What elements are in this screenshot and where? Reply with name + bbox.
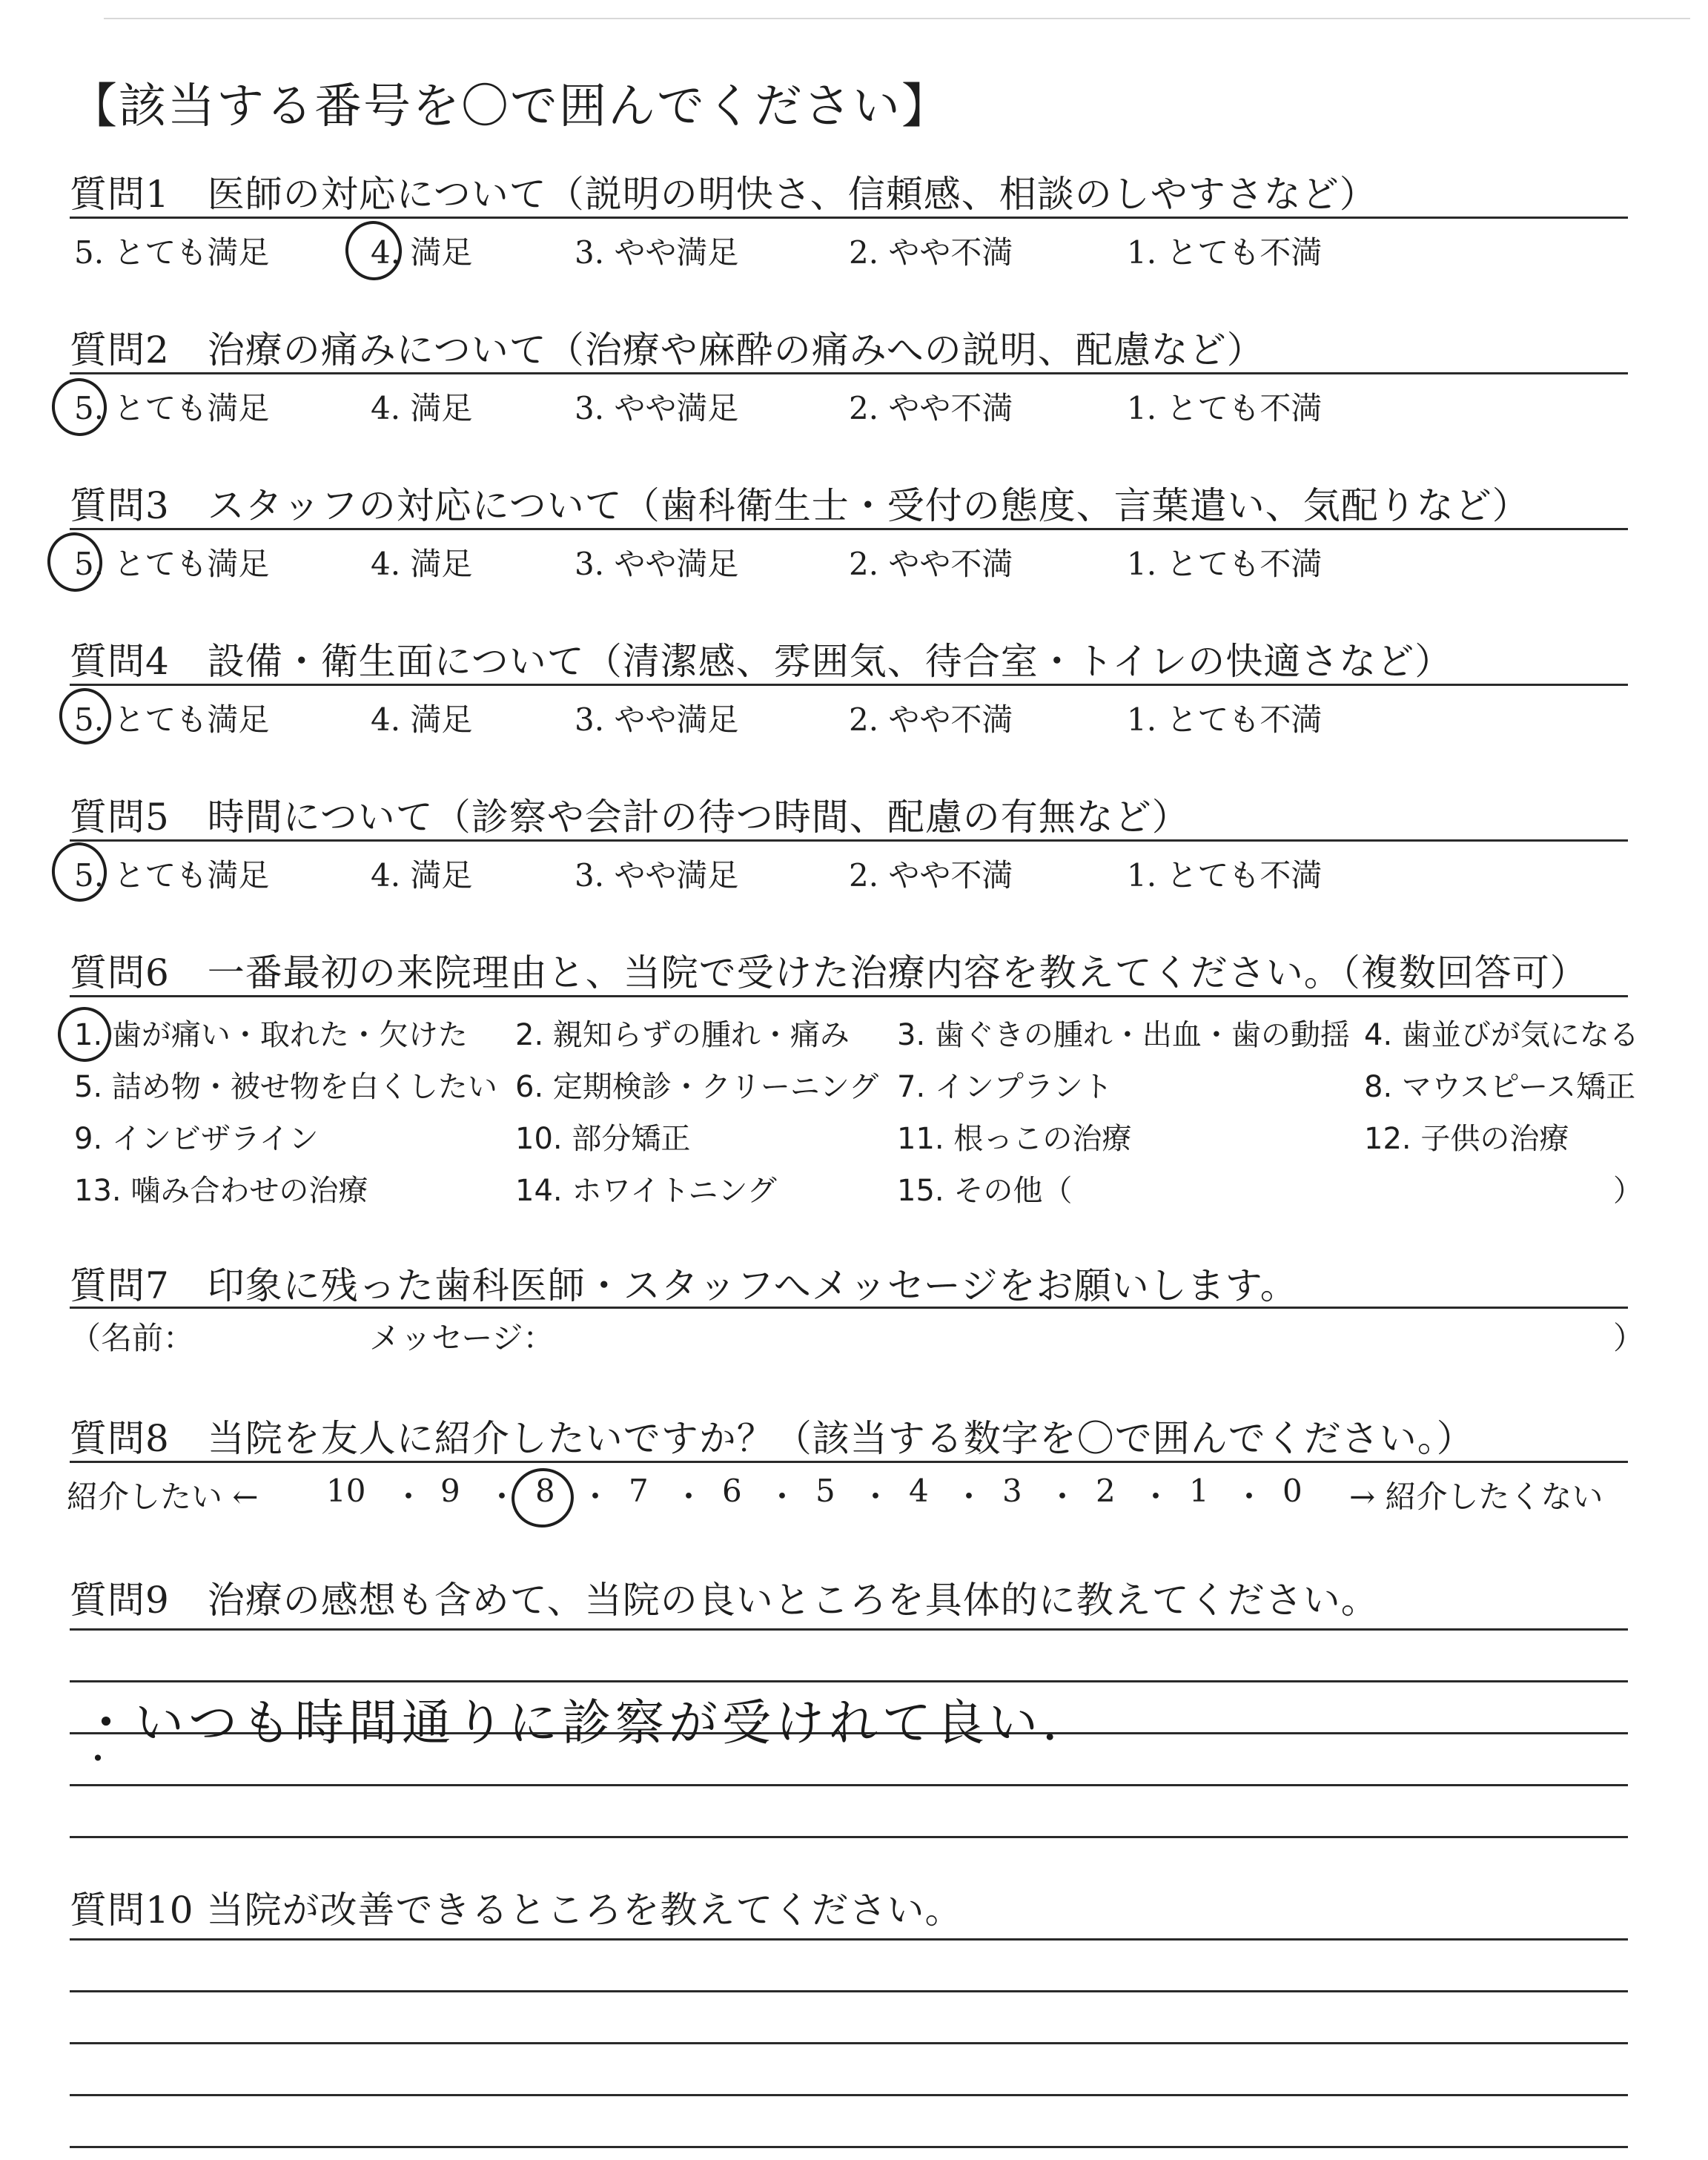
q4-option-5[interactable]: 5. とても満足: [74, 701, 270, 738]
q5-option-4[interactable]: 4. 満足: [371, 857, 473, 894]
scan-top-edge: [104, 18, 1690, 19]
q4-option-2[interactable]: 2. やや不満: [849, 701, 1013, 738]
q8-sep: ・: [580, 1479, 612, 1515]
q8-selection-circle: [507, 1463, 579, 1532]
q7-message-label: メッセージ：: [369, 1320, 555, 1356]
q5-option-3[interactable]: 3. やや満足: [575, 857, 739, 894]
question-2-label: 質問2 治療の痛みについて（治療や麻酔の痛みへの説明、配慮など）: [70, 328, 1265, 371]
q10-line-3: [70, 2042, 1628, 2044]
q8-sep: ・: [673, 1479, 705, 1515]
q6-option-10[interactable]: 10. 部分矯正: [515, 1122, 691, 1156]
question-9-label: 質問9 治療の感想も含めて、当院の良いところを具体的に教えてください。: [70, 1579, 1379, 1622]
q9-line-2: [70, 1680, 1628, 1682]
q6-option-8[interactable]: 8. マウスピース矯正: [1364, 1070, 1636, 1104]
q8-left-label: 紹介したい ←: [67, 1479, 259, 1515]
q9-line-4: [70, 1784, 1628, 1786]
q1-option-3[interactable]: 3. やや満足: [575, 234, 739, 271]
q2-option-4[interactable]: 4. 満足: [371, 390, 473, 426]
q6-option-7[interactable]: 7. インプラント: [897, 1070, 1113, 1104]
q8-sep: ・: [1140, 1479, 1172, 1515]
question-5-rule: [70, 839, 1628, 842]
q10-line-2: [70, 1990, 1628, 1992]
q10-line-4: [70, 2094, 1628, 2096]
q8-scale-1[interactable]: 1: [1189, 1473, 1209, 1509]
q8-scale-3[interactable]: 3: [1002, 1473, 1022, 1509]
question-3-label: 質問3 スタッフの対応について（歯科衛生士・受付の態度、言葉遣い、気配りなど）: [70, 484, 1530, 527]
question-1-rule: [70, 217, 1628, 219]
q8-scale-2[interactable]: 2: [1096, 1473, 1116, 1509]
q8-scale-5[interactable]: 5: [815, 1473, 835, 1509]
q8-sep: ・: [1047, 1479, 1079, 1515]
q8-sep: ・: [953, 1479, 985, 1515]
q8-scale-10[interactable]: 10: [326, 1473, 366, 1509]
q8-sep: ・: [393, 1479, 425, 1515]
q3-option-3[interactable]: 3. やや満足: [575, 546, 739, 582]
q2-option-1[interactable]: 1. とても不満: [1127, 390, 1323, 426]
q8-scale-0[interactable]: 0: [1282, 1473, 1302, 1509]
q5-option-5[interactable]: 5. とても満足: [74, 857, 270, 894]
q8-sep: ・: [486, 1479, 518, 1515]
q6-option-4[interactable]: 4. 歯並びが気になる: [1364, 1018, 1639, 1052]
q2-option-2[interactable]: 2. やや不満: [849, 390, 1013, 426]
question-8-rule: [70, 1461, 1628, 1463]
q4-option-1[interactable]: 1. とても不満: [1127, 701, 1323, 738]
q8-right-label: → 紹介したくない: [1349, 1479, 1603, 1515]
question-1-label: 質問1 医師の対応について（説明の明快さ、信頼感、相談のしやすさなど）: [70, 173, 1377, 216]
q6-option-12[interactable]: 12. 子供の治療: [1364, 1122, 1569, 1156]
question-2-rule: [70, 372, 1628, 374]
q8-scale-6[interactable]: 6: [722, 1473, 742, 1509]
q6-option-2[interactable]: 2. 親知らずの腫れ・痛み: [515, 1018, 850, 1052]
q3-option-5[interactable]: 5. とても満足: [74, 546, 270, 582]
q1-option-1[interactable]: 1. とても不満: [1127, 234, 1323, 271]
q6-option-5[interactable]: 5. 詰め物・被せ物を白くしたい: [74, 1070, 497, 1104]
q6-option-1[interactable]: 1. 歯が痛い・取れた・欠けた: [74, 1018, 468, 1052]
q7-close-paren: ）: [1613, 1320, 1645, 1356]
q6-option-14[interactable]: 14. ホワイトニング: [515, 1174, 777, 1208]
q6-option-3[interactable]: 3. 歯ぐきの腫れ・出血・歯の動揺: [897, 1018, 1350, 1052]
question-6-rule: [70, 995, 1628, 997]
q3-option-2[interactable]: 2. やや不満: [849, 546, 1013, 582]
q6-option-13[interactable]: 13. 噛み合わせの治療: [74, 1174, 368, 1208]
q9-handwritten-bullet: ・: [82, 1740, 119, 1778]
q8-sep: ・: [860, 1479, 892, 1515]
q2-option-5[interactable]: 5. とても満足: [74, 390, 270, 426]
question-6-label: 質問6 一番最初の来院理由と、当院で受けた治療内容を教えてください。（複数回答可）: [70, 951, 1588, 994]
question-5-label: 質問5 時間について（診察や会計の待つ時間、配慮の有無など）: [70, 796, 1190, 839]
q8-scale-4[interactable]: 4: [909, 1473, 929, 1509]
question-7-rule: [70, 1307, 1628, 1309]
q1-option-4[interactable]: 4. 満足: [371, 234, 473, 271]
q9-handwritten-answer: ・いつも時間通りに診察が受けれて良い．: [82, 1694, 1096, 1751]
question-3-rule: [70, 528, 1628, 530]
q4-option-3[interactable]: 3. やや満足: [575, 701, 739, 738]
q6-option-11[interactable]: 11. 根っこの治療: [897, 1122, 1132, 1156]
question-10-label: 質問10 当院が改善できるところを教えてください。: [70, 1889, 963, 1932]
q5-option-2[interactable]: 2. やや不満: [849, 857, 1013, 894]
q4-option-4[interactable]: 4. 満足: [371, 701, 473, 738]
q7-name-label: （名前：: [70, 1320, 195, 1356]
question-8-label: 質問8 当院を友人に紹介したいですか？（該当する数字を〇で囲んでください。）: [70, 1417, 1474, 1460]
q6-option-15[interactable]: 15. その他（: [897, 1174, 1073, 1208]
q3-option-1[interactable]: 1. とても不満: [1127, 546, 1323, 582]
question-4-label: 質問4 設備・衛生面について（清潔感、雰囲気、待合室・トイレの快適さなど）: [70, 640, 1453, 683]
q8-sep: ・: [1234, 1479, 1265, 1515]
q9-line-1: [70, 1628, 1628, 1631]
q10-line-5: [70, 2146, 1628, 2148]
q1-option-2[interactable]: 2. やや不満: [849, 234, 1013, 271]
q8-scale-7[interactable]: 7: [629, 1473, 649, 1509]
q1-selection-circle: [342, 217, 406, 284]
q3-selection-circle: [44, 529, 106, 595]
q2-option-3[interactable]: 3. やや満足: [575, 390, 739, 426]
q8-scale-9[interactable]: 9: [440, 1473, 460, 1509]
question-4-rule: [70, 684, 1628, 686]
q8-scale-8[interactable]: 8: [535, 1473, 555, 1509]
q10-line-1: [70, 1938, 1628, 1941]
form-title: 【該当する番号を〇で囲んでください】: [70, 79, 950, 134]
q1-option-5[interactable]: 5. とても満足: [74, 234, 270, 271]
q6-other-close-paren: ）: [1613, 1174, 1643, 1208]
q6-option-6[interactable]: 6. 定期検診・クリーニング: [515, 1070, 879, 1104]
q9-line-5: [70, 1836, 1628, 1838]
question-7-label: 質問7 印象に残った歯科医師・スタッフへメッセージをお願いします。: [70, 1264, 1298, 1307]
q6-option-9[interactable]: 9. インビザライン: [74, 1122, 319, 1156]
q3-option-4[interactable]: 4. 満足: [371, 546, 473, 582]
q8-sep: ・: [767, 1479, 798, 1515]
q5-option-1[interactable]: 1. とても不満: [1127, 857, 1323, 894]
